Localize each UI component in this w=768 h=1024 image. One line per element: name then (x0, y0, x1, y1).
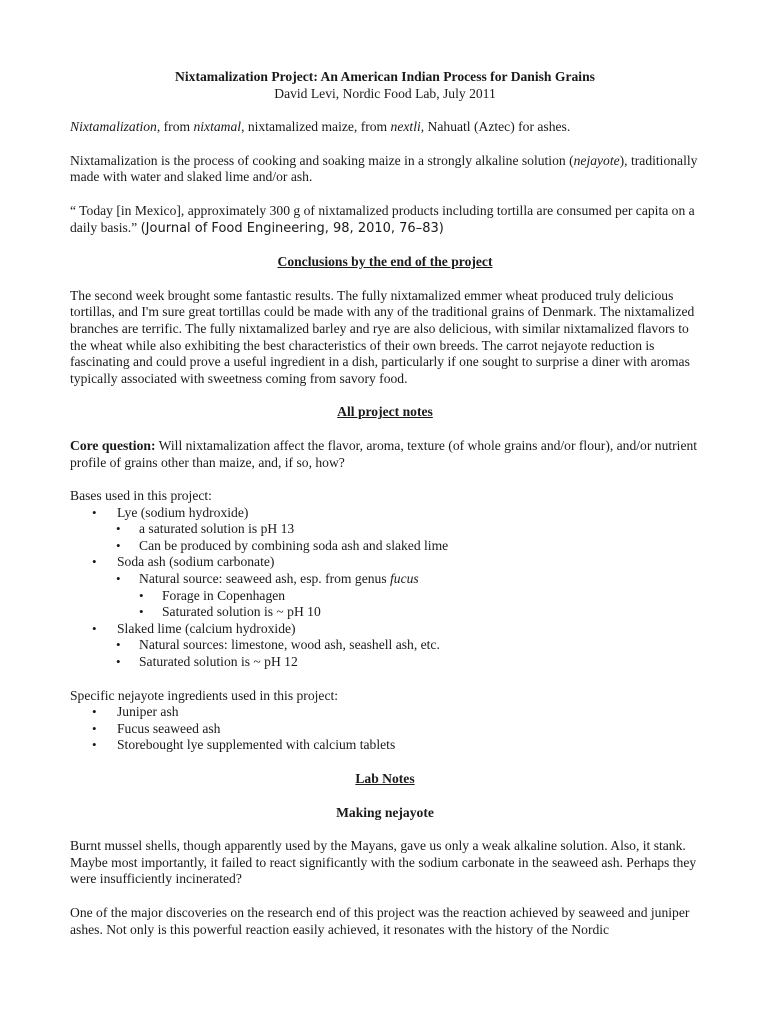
quote-text: “ Today [in Mexico], approximately 300 g of nixtamalized products including tortilla are consumed per capita on a daily basis.” (70, 202, 695, 235)
list-item-text: Natural sources: limestone, wood ash, seashell ash, etc. (139, 637, 440, 653)
list-item-text: Can be produced by combining soda ash and slaked lime (139, 537, 449, 553)
list-item (70, 737, 700, 754)
list-item (70, 704, 700, 721)
etymology-text: , Nahuatl (Aztec) for ashes. (420, 119, 571, 135)
etymology-term: Nixtamalization (70, 119, 157, 135)
etymology-text: , from (156, 119, 194, 135)
bullet-icon: • (92, 737, 97, 753)
lab-notes-subheading: Making nejayote (336, 804, 434, 820)
bullet-icon: • (139, 604, 144, 620)
document-title: Nixtamalization Project: An American Indian Process for Danish Grains (175, 69, 595, 84)
bases-list (70, 505, 700, 671)
list-item-text: Juniper ash (117, 704, 179, 720)
list-item (70, 721, 700, 738)
list-item-text: Lye (sodium hydroxide) (117, 504, 249, 520)
list-item-text: Soda ash (sodium carbonate) (117, 554, 275, 570)
list-item-text: Storebought lye supplemented with calcium tablets (117, 737, 396, 753)
lab-notes-heading: Lab Notes (355, 771, 415, 786)
core-question-text: Will nixtamalization affect the flavor, aroma, texture (of whole grains and/or flour), and/or nutrient profile of grains other than maize, and, if so, how? (70, 437, 698, 470)
bullet-icon: • (139, 587, 144, 603)
list-item (70, 588, 700, 605)
bullet-icon: • (92, 704, 97, 720)
conclusions-heading: Conclusions by the end of the project (277, 254, 493, 270)
bullet-icon: • (92, 554, 97, 570)
definition-text: ), traditionally made with water and slaked lime and/or ash. (70, 152, 698, 185)
bullet-icon: • (92, 620, 97, 636)
definition-text: Nixtamalization is the process of cooking and soaking maize in a strongly alkaline solution ( (70, 152, 574, 168)
list-item (70, 521, 700, 538)
list-item (70, 637, 700, 654)
notes-heading: All project notes (337, 404, 433, 420)
list-item (70, 538, 700, 555)
list-item (70, 621, 700, 638)
definition-paragraph (70, 153, 700, 186)
definition-term: nejayote (573, 152, 620, 168)
list-item (70, 654, 700, 671)
list-item-text: Slaked lime (calcium hydroxide) (117, 620, 296, 636)
bullet-icon: • (116, 537, 121, 553)
list-item-text: Forage in Copenhagen (162, 587, 286, 603)
etymology-word-nixtamal: nixtamal (193, 119, 242, 135)
list-item-text: Natural source: seaweed ash, esp. from genus (139, 571, 391, 587)
list-item (70, 571, 700, 588)
bullet-icon: • (116, 654, 121, 670)
list-item (70, 604, 700, 621)
quote-citation: (Journal of Food Engineering, 98, 2010, 76–83) (140, 220, 444, 236)
bullet-icon: • (116, 571, 121, 587)
etymology-text: , nixtamalized maize, from (241, 119, 391, 135)
core-question-label: Core question: (70, 437, 156, 453)
list-item-text: Saturated solution is ~ pH 12 (139, 654, 298, 670)
core-question-paragraph (70, 438, 700, 471)
quote-paragraph (70, 203, 700, 237)
list-item (70, 505, 700, 522)
list-item-text: Fucus seaweed ash (117, 720, 221, 736)
bullet-icon: • (92, 720, 97, 736)
etymology-paragraph (70, 119, 700, 136)
etymology-word-nextli: nextli (390, 119, 421, 135)
ingredients-intro: Specific nejayote ingredients used in this project: (70, 687, 339, 703)
conclusions-paragraph: The second week brought some fantastic results. The fully nixtamalized emmer wheat produced truly delicious tortillas, and I'm sure great tortillas could be made with any of the traditional grains of Denmark. The nixtamalized branches are terrific. The fully nixtamalized barley and rye are also delicious, with similar nixtamalized flavors to the wheat while also exhibiting the best characteristics of their own breeds. The carrot nejayote reduction is fascinating and could prove a useful ingredient in a dish, particularly if one sought to surprise a diner with aromas typically associated with sweetness coming from savory food. (70, 287, 695, 386)
lab-paragraph: One of the major discoveries on the research end of this project was the reaction achieved by seaweed and juniper ashes. Not only is this powerful reaction easily achieved, it resonates with the history of the Nordic (70, 904, 690, 937)
list-item (70, 554, 700, 571)
ingredients-list (70, 704, 700, 754)
bases-intro: Bases used in this project: (70, 488, 212, 504)
document-byline: David Levi, Nordic Food Lab, July 2011 (274, 85, 496, 101)
list-item-text: a saturated solution is pH 13 (139, 521, 295, 537)
list-item-text: Saturated solution is ~ pH 10 (162, 604, 321, 620)
document-body (70, 69, 700, 938)
bullet-icon: • (116, 637, 121, 653)
bullet-icon: • (92, 504, 97, 520)
lab-paragraph: Burnt mussel shells, though apparently used by the Mayans, gave us only a weak alkaline solution. Also, it stank. Maybe most importantly, it failed to react significantly with the sodium carbonate in the seaweed ash. Perhaps they were insufficiently incinerated? (70, 838, 697, 887)
genus-term: fucus (390, 571, 419, 587)
bullet-icon: • (116, 521, 121, 537)
